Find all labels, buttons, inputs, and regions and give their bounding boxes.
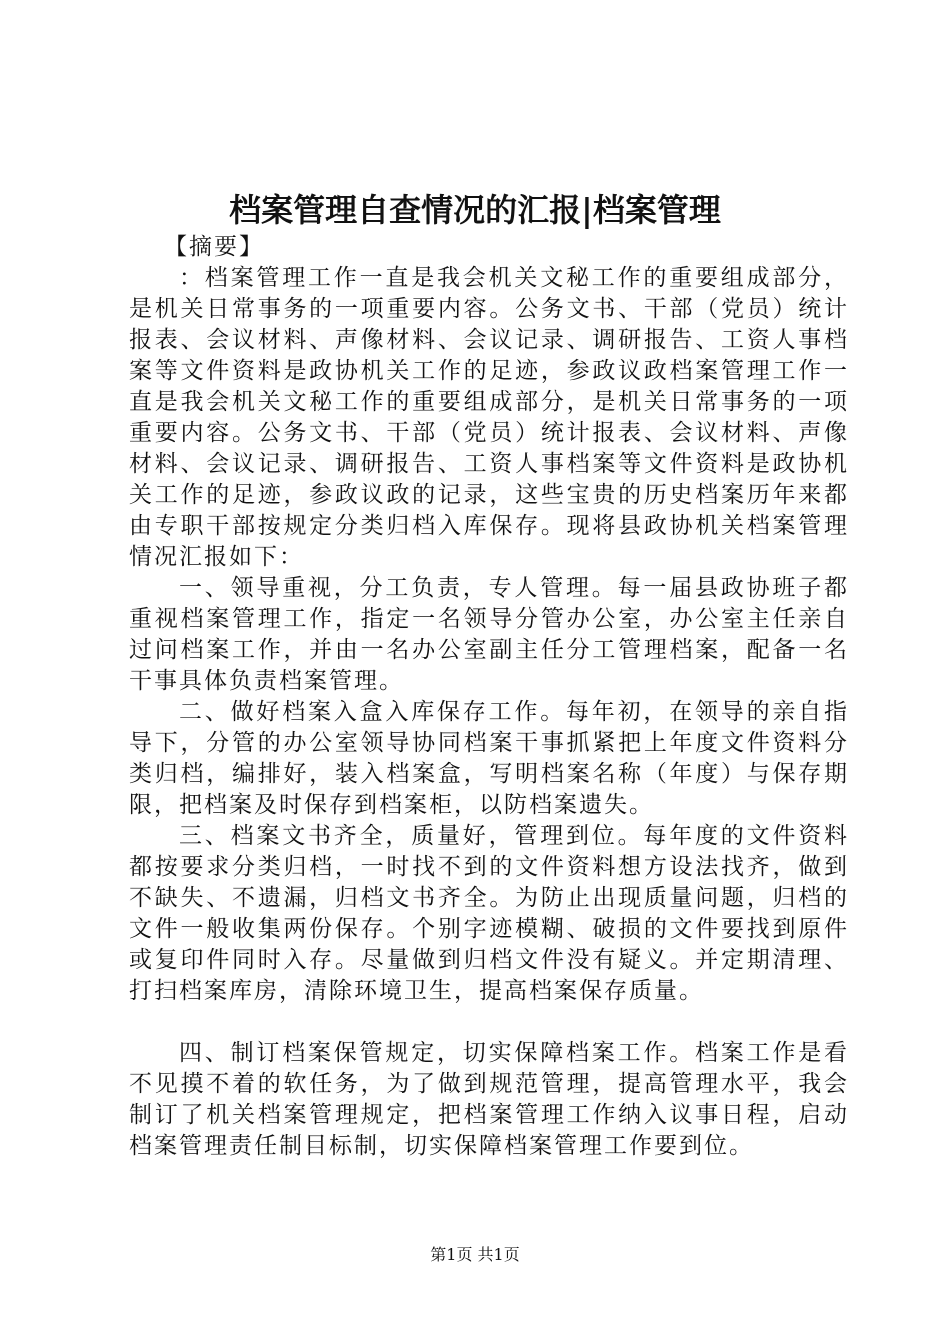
abstract-paragraph: ：档案管理工作一直是我会机关文秘工作的重要组成部分，是机关日常事务的一项重要内容。公务文书、干部（党员）统计报表、会议材料、声像材料、会议记录、调研报告、工资人事档案等文件资料是政协机关工作的足迹，参政议政档案管理工作一直是我会机关文秘工作的重要组成部分，是机关日常事务的一项重要内容。公务文书、干部（党员）统计报表、会议材料、声像材料、会议记录、调研报告、工资人事档案等文件资料是政协机关工作的足迹，参政议政的记录，这些宝贵的历史档案历年来都由专职干部按规定分类归档入库保存。现将县政协机关档案管理情况汇报如下： bbox=[129, 265, 849, 570]
section-three-paragraph: 三、档案文书齐全，质量好，管理到位。每年度的文件资料都按要求分类归档，一时找不到的文件资料想方设法找齐，做到不缺失、不遗漏，归档文书齐全。为防止出现质量问题，归档的文件一般收集两份保存。个别字迹模糊、破损的文件要找到原件或复印件同时入存。尽量做到归档文件没有疑义。并定期清理、打扫档案库房，清除环境卫生，提高档案保存质量。 bbox=[129, 823, 849, 1004]
section-four-paragraph: 四、制订档案保管规定，切实保障档案工作。档案工作是看不见摸不着的软任务，为了做到规范管理，提高管理水平，我会制订了机关档案管理规定，把档案管理工作纳入议事日程，启动档案管理责任制目标制，切实保障档案管理工作要到位。 bbox=[129, 1040, 849, 1159]
section-one-paragraph: 一、领导重视，分工负责，专人管理。每一届县政协班子都重视档案管理工作，指定一名领导分管办公室，办公室主任亲自过问档案工作，并由一名办公室副主任分工管理档案，配备一名干事具体负责档案管理。 bbox=[129, 575, 849, 694]
abstract-heading: 【摘要】 bbox=[164, 234, 264, 260]
page-footer: 第1页 共1页 bbox=[430, 1245, 520, 1264]
section-two-paragraph: 二、做好档案入盒入库保存工作。每年初，在领导的亲自指导下，分管的办公室领导协同档案干事抓紧把上年度文件资料分类归档，编排好，装入档案盒，写明档案名称（年度）与保存期限，把档案及时保存到档案柜，以防档案遗失。 bbox=[129, 699, 849, 818]
document-title: 档案管理自查情况的汇报|档案管理 bbox=[229, 191, 721, 229]
document-body bbox=[129, 232, 849, 1162]
